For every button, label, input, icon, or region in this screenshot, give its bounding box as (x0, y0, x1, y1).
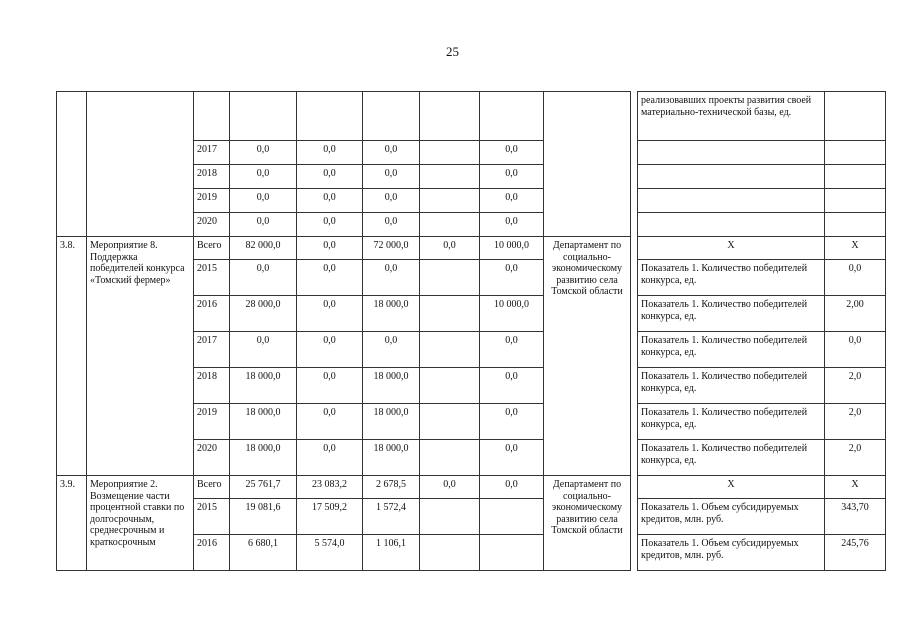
value-cell: 0,0 (297, 404, 363, 440)
year-cell: 2020 (194, 440, 230, 476)
value-cell: 17 509,2 (297, 499, 363, 535)
year-cell: 2020 (194, 213, 230, 237)
year-cell: 2018 (194, 368, 230, 404)
measure-number: 3.8. (57, 237, 87, 476)
value-cell: 0,0 (297, 237, 363, 260)
year-cell: Всего (194, 476, 230, 499)
value-cell: 23 083,2 (297, 476, 363, 499)
measure-number: 3.9. (57, 476, 87, 571)
value-cell (420, 440, 480, 476)
table-row (57, 92, 886, 141)
indicator-value-cell: 0,0 (825, 260, 886, 296)
value-cell: 0,0 (230, 189, 297, 213)
value-cell (420, 213, 480, 237)
value-cell: 0,0 (363, 213, 420, 237)
year-cell: 2019 (194, 404, 230, 440)
value-cell: 18 000,0 (230, 440, 297, 476)
value-cell (420, 141, 480, 165)
value-cell: 0,0 (480, 260, 544, 296)
value-cell: 25 761,7 (230, 476, 297, 499)
year-cell: 2015 (194, 260, 230, 296)
year-cell: 2017 (194, 332, 230, 368)
value-cell: 0,0 (480, 189, 544, 213)
value-cell: 0,0 (230, 332, 297, 368)
value-cell: 0,0 (363, 189, 420, 213)
value-cell (420, 165, 480, 189)
executor: Департамент по социально-экономическому развитию села Томской области (544, 476, 631, 571)
measure-name: Мероприятие 2. Возмещение части процентной ставки по долгосрочным, среднесрочным и краткосрочным (87, 476, 194, 571)
value-cell: 0,0 (363, 260, 420, 296)
indicator-cell: Показатель 1. Количество победителей конкурса, ед. (638, 332, 825, 368)
indicator-value-cell: 2,00 (825, 296, 886, 332)
year-cell: 2016 (194, 296, 230, 332)
value-cell: 19 081,6 (230, 499, 297, 535)
value-cell: 72 000,0 (363, 237, 420, 260)
indicator-value-cell: 245,76 (825, 535, 886, 571)
executor-cell (544, 92, 631, 237)
value-cell: 0,0 (297, 260, 363, 296)
year-cell: 2017 (194, 141, 230, 165)
value-cell: 0,0 (363, 332, 420, 368)
indicator-cell: Показатель 1. Объем субсидируемых кредитов, млн. руб. (638, 499, 825, 535)
value-cell: 6 680,1 (230, 535, 297, 571)
value-cell: 0,0 (480, 368, 544, 404)
value-cell: 0,0 (420, 237, 480, 260)
value-cell: 0,0 (230, 260, 297, 296)
value-cell: 1 572,4 (363, 499, 420, 535)
value-cell: 0,0 (230, 165, 297, 189)
year-cell: Всего (194, 237, 230, 260)
value-cell: 18 000,0 (363, 296, 420, 332)
value-cell: 1 106,1 (363, 535, 420, 571)
value-cell (420, 332, 480, 368)
value-cell (420, 260, 480, 296)
table-row (57, 237, 886, 260)
value-cell: 10 000,0 (480, 237, 544, 260)
indicator-value-cell: 0,0 (825, 332, 886, 368)
indicator-value-cell: 2,0 (825, 404, 886, 440)
indicator-value-cell: 2,0 (825, 368, 886, 404)
value-cell: 0,0 (480, 141, 544, 165)
value-cell: 0,0 (230, 141, 297, 165)
value-cell: 0,0 (297, 296, 363, 332)
value-cell: 0,0 (297, 141, 363, 165)
indicator-value-cell: X (825, 476, 886, 499)
indicator-cell: Показатель 1. Количество победителей конкурса, ед. (638, 368, 825, 404)
value-cell (480, 499, 544, 535)
value-cell (420, 535, 480, 571)
value-cell (420, 404, 480, 440)
value-cell: 0,0 (480, 476, 544, 499)
value-cell: 18 000,0 (363, 440, 420, 476)
value-cell: 0,0 (297, 189, 363, 213)
year-cell: 2018 (194, 165, 230, 189)
indicator-cell: Показатель 1. Количество победителей конкурса, ед. (638, 260, 825, 296)
value-cell: 0,0 (480, 213, 544, 237)
value-cell (420, 499, 480, 535)
measure-name-cell (87, 92, 194, 237)
value-cell: 28 000,0 (230, 296, 297, 332)
indicator-cell: Показатель 1. Объем субсидируемых кредитов, млн. руб. (638, 535, 825, 571)
value-cell: 18 000,0 (230, 404, 297, 440)
program-measures-table (56, 91, 886, 571)
indicator-cell: X (638, 476, 825, 499)
value-cell: 18 000,0 (363, 368, 420, 404)
value-cell: 0,0 (480, 165, 544, 189)
value-cell (480, 535, 544, 571)
value-cell: 18 000,0 (363, 404, 420, 440)
year-cell: 2016 (194, 535, 230, 571)
value-cell: 0,0 (480, 332, 544, 368)
value-cell: 0,0 (420, 476, 480, 499)
value-cell (420, 189, 480, 213)
indicator-value-cell (825, 92, 886, 141)
table-row (57, 476, 886, 499)
value-cell: 2 678,5 (363, 476, 420, 499)
value-cell: 0,0 (363, 165, 420, 189)
measure-name: Мероприятие 8. Поддержка победителей конкурса «Томский фермер» (87, 237, 194, 476)
value-cell (420, 296, 480, 332)
indicator-cell: реализовавших проекты развития своей материально-технической базы, ед. (638, 92, 825, 141)
num-cell (57, 92, 87, 237)
value-cell: 0,0 (230, 213, 297, 237)
value-cell: 5 574,0 (297, 535, 363, 571)
value-cell: 0,0 (297, 368, 363, 404)
executor: Департамент по социально-экономическому развитию села Томской области (544, 237, 631, 476)
value-cell: 0,0 (297, 165, 363, 189)
indicator-value-cell: 2,0 (825, 440, 886, 476)
value-cell: 82 000,0 (230, 237, 297, 260)
indicator-value-cell: X (825, 237, 886, 260)
value-cell: 0,0 (297, 440, 363, 476)
indicator-cell: Показатель 1. Количество победителей конкурса, ед. (638, 296, 825, 332)
page-number: 25 (446, 44, 459, 59)
value-cell: 0,0 (480, 440, 544, 476)
indicator-cell: X (638, 237, 825, 260)
value-cell: 0,0 (480, 404, 544, 440)
indicator-cell: Показатель 1. Количество победителей конкурса, ед. (638, 440, 825, 476)
value-cell: 0,0 (297, 332, 363, 368)
value-cell: 18 000,0 (230, 368, 297, 404)
value-cell: 0,0 (363, 141, 420, 165)
indicator-value-cell: 343,70 (825, 499, 886, 535)
indicator-cell: Показатель 1. Количество победителей конкурса, ед. (638, 404, 825, 440)
year-cell: 2015 (194, 499, 230, 535)
value-cell: 0,0 (297, 213, 363, 237)
year-cell: 2019 (194, 189, 230, 213)
value-cell: 10 000,0 (480, 296, 544, 332)
value-cell (420, 368, 480, 404)
